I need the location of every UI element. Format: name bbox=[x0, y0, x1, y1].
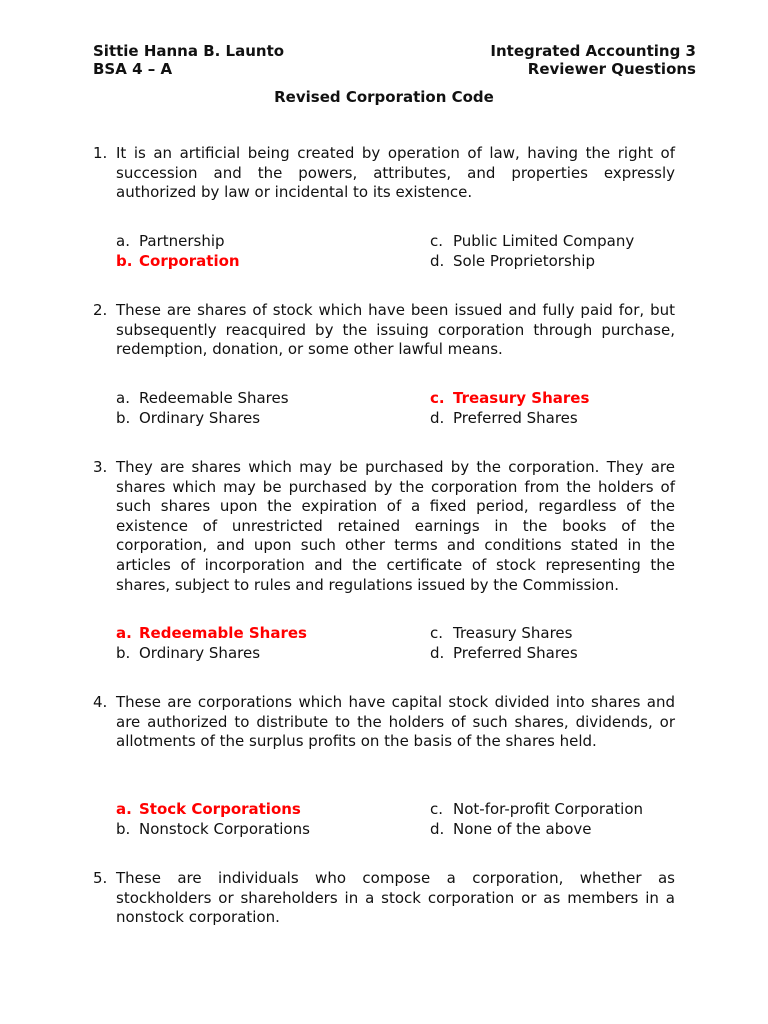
question-3 bbox=[93, 458, 675, 595]
student-name: Sittie Hanna B. Launto bbox=[93, 42, 285, 60]
question-text: They are shares which may be purchased by the corporation. They are shares which may be purchased by the corporation from the holders of such shares upon the expiration of a fixed period, regardless of the existence of unrestricted retained earnings in the books of the corporation, and upon such other terms and conditions stated in the articles of incorporation and the certificate of stock representing the shares, subject to rules and regulations issued by the Commission. bbox=[116, 458, 675, 594]
question-number: 5. bbox=[93, 869, 108, 887]
option-b-correct: b. Corporation bbox=[116, 251, 240, 270]
question-1 bbox=[93, 144, 675, 203]
question-number: 3. bbox=[93, 458, 108, 476]
question-4-options bbox=[116, 800, 676, 839]
option-b: b. Ordinary Shares bbox=[116, 643, 261, 662]
question-2-options bbox=[116, 389, 676, 428]
header-left bbox=[93, 42, 284, 78]
question-3-options bbox=[116, 624, 676, 663]
question-2 bbox=[93, 301, 675, 360]
option-c: c. Treasury Shares bbox=[430, 624, 573, 642]
option-d: d. Preferred Shares bbox=[430, 408, 578, 427]
option-c: c. Not-for-profit Corporation bbox=[430, 800, 644, 818]
question-text: It is an artificial being created by operation of law, having the right of succession and the powers, attributes, and properties expressly authorized by law or incidental to its existence. bbox=[116, 144, 675, 202]
option-a-correct: a. Stock Corporations bbox=[116, 800, 301, 818]
question-1-options bbox=[116, 232, 676, 271]
question-5 bbox=[93, 869, 675, 928]
question-number: 2. bbox=[93, 301, 108, 319]
student-section: BSA 4 – A bbox=[93, 60, 173, 78]
option-b: b. Nonstock Corporations bbox=[116, 819, 310, 838]
option-a: a. Redeemable Shares bbox=[116, 389, 289, 407]
option-a-correct: a. Redeemable Shares bbox=[116, 624, 307, 642]
option-a: a. Partnership bbox=[116, 232, 225, 250]
question-text: These are corporations which have capital stock divided into shares and are authorized to distribute to the holders of such shares, dividends, or allotments of the surplus profits on the basis of the shares held. bbox=[116, 693, 675, 751]
document-type: Reviewer Questions bbox=[527, 60, 696, 78]
document-title: Revised Corporation Code bbox=[274, 88, 494, 106]
option-b: b. Ordinary Shares bbox=[116, 408, 261, 427]
option-d: d. Sole Proprietorship bbox=[430, 251, 595, 270]
question-4 bbox=[93, 693, 675, 752]
option-c-correct: c. Treasury Shares bbox=[430, 389, 590, 407]
question-number: 1. bbox=[93, 144, 108, 162]
header-right bbox=[490, 42, 696, 78]
option-d: d. None of the above bbox=[430, 819, 592, 838]
question-text: These are individuals who compose a corporation, whether as stockholders or shareholders in a stock corporation or as members in a nonstock corporation. bbox=[116, 869, 675, 927]
option-c: c. Public Limited Company bbox=[430, 232, 635, 250]
question-number: 4. bbox=[93, 693, 108, 711]
question-text: These are shares of stock which have been issued and fully paid for, but subsequently reacquired by the issuing corporation through purchase, redemption, donation, or some other lawful means. bbox=[116, 301, 675, 359]
option-d: d. Preferred Shares bbox=[430, 643, 578, 662]
course-name: Integrated Accounting 3 bbox=[490, 42, 696, 60]
